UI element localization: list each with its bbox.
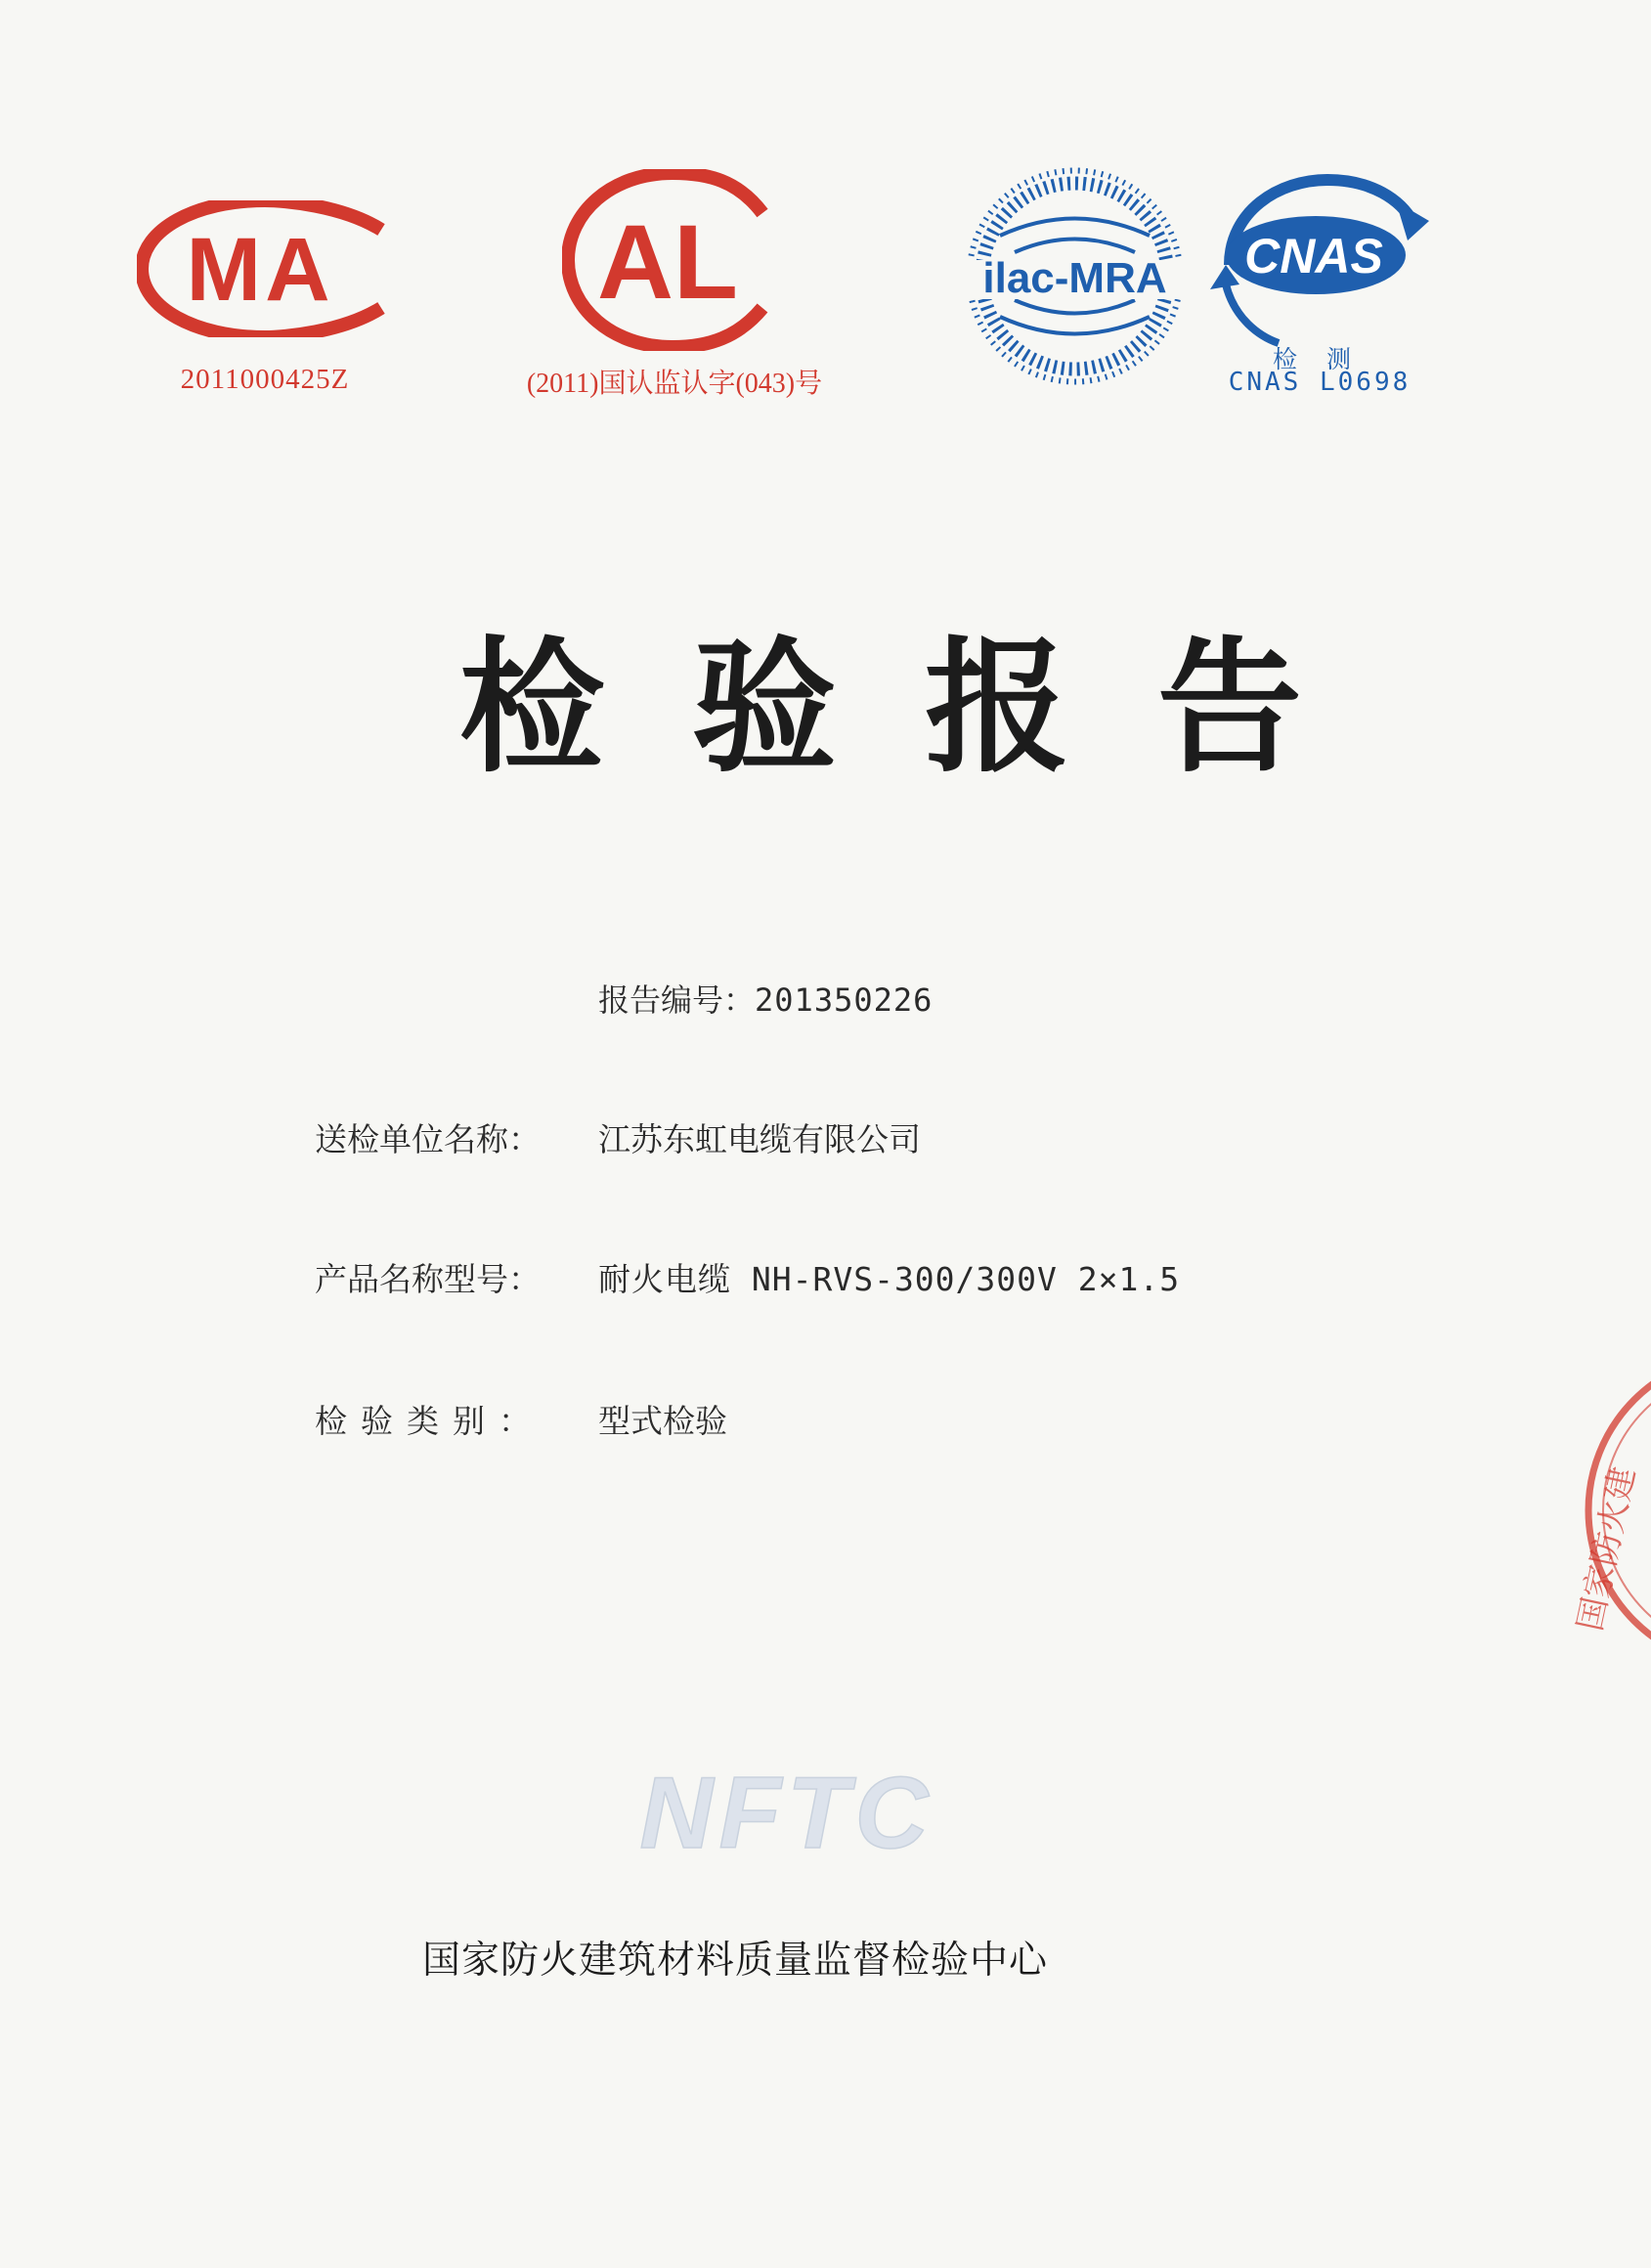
ilac-mark-text: ilac-MRA [982,254,1167,302]
field-client-label: 送检单位名称： [315,1120,541,1158]
nftc-watermark [616,1760,958,1867]
report-title: 检验报告 [459,624,1390,792]
field-category-label: 检验类别： [315,1402,544,1440]
cal-number: (2011)国认监认字(043)号 [526,369,823,399]
field-client-value: 江苏东虹电缆有限公司 [598,1120,921,1158]
official-seal [1510,1339,1651,1681]
report-number-value: 201350226 [755,981,934,1019]
issuer-name: 国家防火建筑材料质量监督检验中心 [422,1939,1049,1983]
cma-logo [137,200,393,337]
cma-mark-text: MA [186,220,334,320]
field-category-value: 型式检验 [598,1402,727,1440]
report-number [598,976,933,1021]
field-category [315,1396,727,1442]
field-product-label: 产品名称型号： [315,1260,541,1298]
cnas-label: 检测 [1272,345,1380,373]
cnas-code: CNAS L0698 [1228,368,1412,397]
cal-mark-text: AL [597,202,738,321]
field-product-value: 耐火电缆 NH-RVS-300/300V 2×1.5 [598,1260,1181,1298]
field-client [315,1114,921,1160]
cma-number: 2011000425Z [180,364,350,395]
report-number-label: 报告编号： [598,981,756,1019]
field-product [315,1254,1180,1300]
cnas-mark-text: CNAS [1244,229,1383,284]
seal-text: 国家防火建 [1570,1463,1644,1635]
ilac-mra-logo [961,162,1189,390]
nftc-watermark-text: NFTC [639,1760,934,1867]
cnas-logo [1200,172,1429,368]
cal-logo [562,169,783,351]
